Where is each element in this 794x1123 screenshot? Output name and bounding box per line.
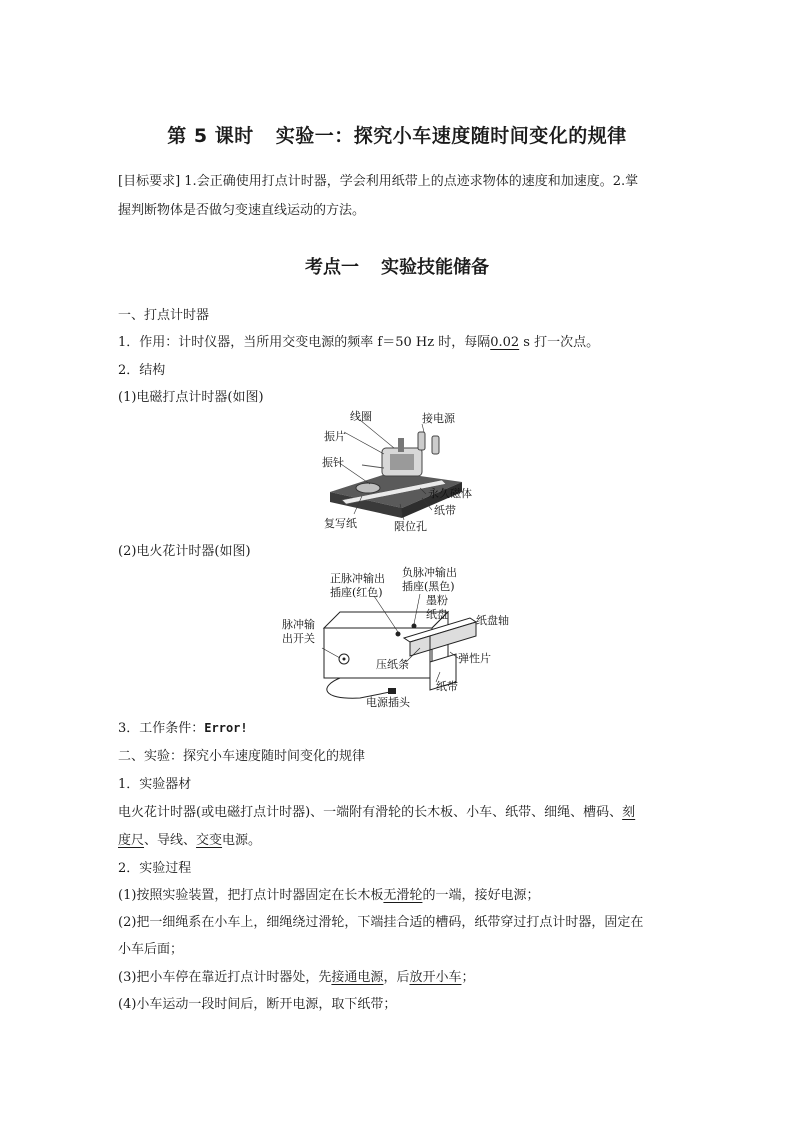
switch-label-2: 出开关: [282, 632, 315, 645]
s1-sub1: (1)电磁打点计时器(如图): [118, 390, 264, 405]
goals-line-2: 握判断物体是否做匀变速直线运动的方法。: [118, 203, 366, 218]
coil-label: 线圈: [350, 410, 372, 423]
s2-step4: (4)小车运动一段时间后，断开电源，取下纸带；: [118, 997, 397, 1012]
s2-step2-line2: 小车后面；: [118, 942, 184, 957]
power-label: 接电源: [422, 412, 455, 425]
s1-item3: 3．工作条件：Error!: [118, 721, 248, 736]
s2-heading: 二、实验：探究小车速度随时间变化的规律: [118, 749, 366, 764]
paper-disc-label: 纸盘: [426, 608, 448, 621]
spring-plate-label: 弹性片: [458, 652, 491, 665]
positive-output-label-2: 插座(红色): [330, 586, 383, 599]
s2-item1: 1．实验器材: [118, 777, 192, 792]
s1-item1: 1．作用：计时仪器，当所用交变电源的频率 f＝50 Hz 时，每隔0.02 s 打一次点。: [118, 335, 600, 350]
ink-label: 墨粉: [426, 594, 448, 607]
s2-materials-1: 电火花计时器(或电磁打点计时器)、一端附有滑轮的长木板、小车、纸带、细绳、槽码、刻: [118, 805, 636, 820]
negative-output-label-2: 插座(黑色): [402, 580, 455, 593]
s1-item2: 2．结构: [118, 363, 166, 378]
power-plug-label: 电源插头: [366, 696, 410, 708]
s2-step3: (3)把小车停在靠近打点计时器处，先接通电源，后放开小车；: [118, 970, 475, 985]
press-strip-label: 压纸条: [376, 658, 409, 671]
lesson-number: 第 5 课时: [167, 125, 254, 147]
error-field: Error!: [204, 721, 248, 735]
spark-timer-figure: [280, 566, 520, 708]
carbon-paper-label: 复写纸: [324, 517, 357, 530]
s2-step2-line1: (2)把一细绳系在小车上，细绳绕过滑轮，下端挂合适的槽码，纸带穿过打点计时器，固定在: [118, 915, 644, 930]
s2-item2: 2．实验过程: [118, 861, 192, 876]
disc-axis-label: 纸盘轴: [476, 614, 509, 627]
s1-sub2: (2)电火花计时器(如图): [118, 544, 251, 559]
s2-materials-2: 度尺、导线、交变电源。: [118, 833, 262, 848]
tape-label: 纸带: [434, 504, 456, 517]
goals-tag: [目标要求]: [118, 174, 181, 189]
vibrating-plate-label: 振片: [324, 430, 346, 443]
page-title: [0, 121, 794, 148]
limit-hole-label: 限位孔: [394, 520, 427, 533]
s2-step1: (1)按照实验装置，把打点计时器固定在长木板无滑轮的一端，接好电源；: [118, 888, 540, 903]
tape-label-2: 纸带: [436, 680, 458, 693]
electromagnetic-timer-figure: [322, 410, 482, 535]
switch-label-1: 脉冲输: [282, 618, 315, 631]
lesson-title: 实验一：探究小车速度随时间变化的规律: [275, 125, 627, 147]
goals-line-1: [目标要求] 1.会正确使用打点计时器，学会利用纸带上的点迹求物体的速度和加速度。2.掌: [118, 174, 639, 189]
magnet-label: 永久磁体: [428, 487, 472, 500]
vibrating-needle-label: 振针: [322, 456, 344, 469]
positive-output-label-1: 正脉冲输出: [330, 572, 385, 585]
section-heading: 考点一 实验技能储备: [305, 257, 489, 278]
s1-heading: 一、打点计时器: [118, 308, 210, 323]
negative-output-label-1: 负脉冲输出: [402, 566, 457, 579]
